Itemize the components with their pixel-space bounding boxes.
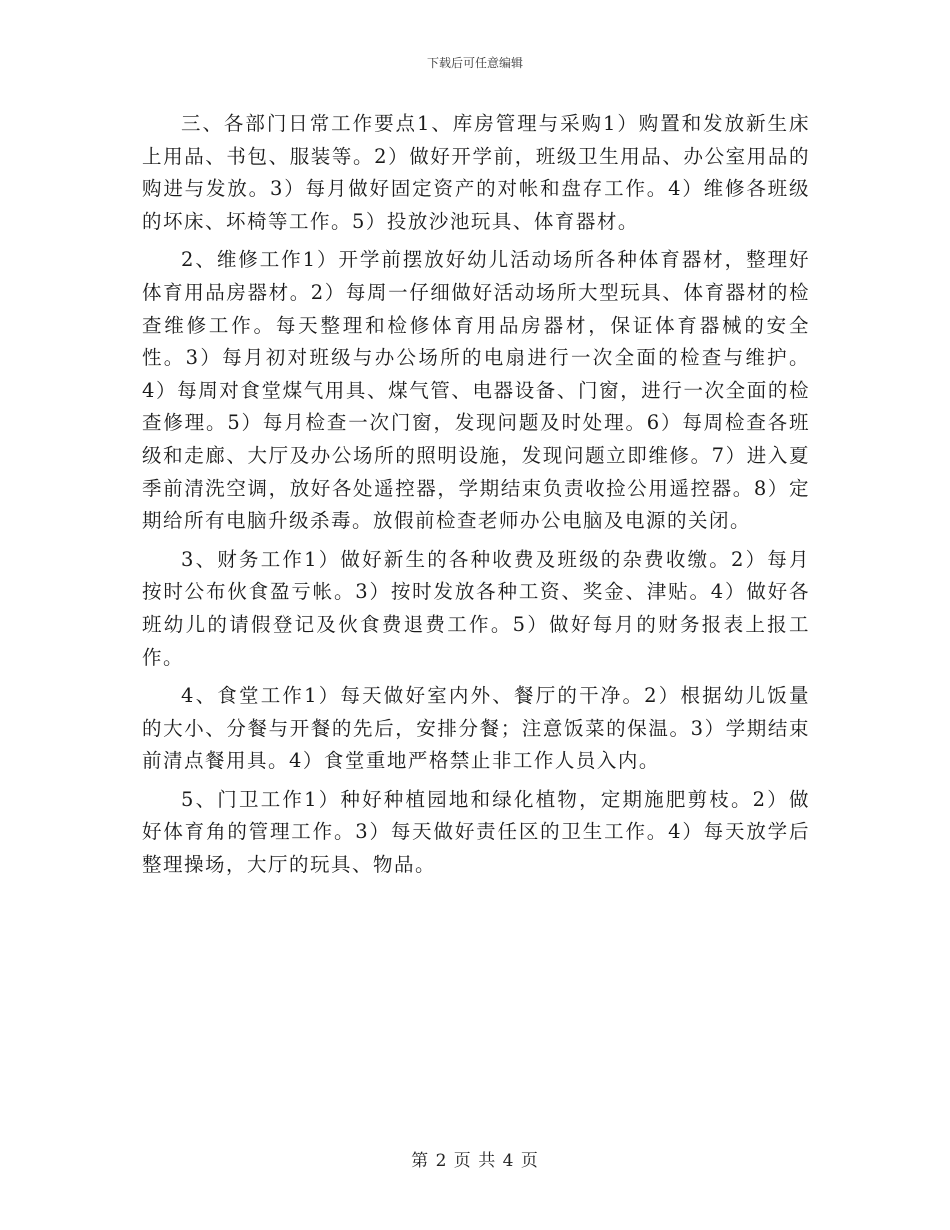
- paragraph-guard: 5、门卫工作1）种好种植园地和绿化植物，定期施肥剪枝。2）做好体育角的管理工作。3）每天做好责任区的卫生工作。4）每天放学后整理操场，大厅的玩具、物品。: [142, 787, 810, 877]
- paragraph-canteen: 4、食堂工作1）每天做好室内外、餐厅的干净。2）根据幼儿饭量的大小、分餐与开餐的先后，安排分餐；注意饭菜的保温。3）学期结束前清点餐用具。4）食堂重地严格禁止非工作人员入内。: [142, 684, 810, 773]
- document-body: [142, 108, 810, 888]
- header-note: 下载后可任意编辑: [426, 56, 523, 70]
- page-number: 第 2 页 共 4 页: [411, 1151, 539, 1171]
- paragraph-departments-storeroom: 三、各部门日常工作要点1、库房管理与采购1）购置和发放新生床上用品、书包、服装等。2）做好开学前，班级卫生用品、办公室用品的购进与发放。3）每月做好固定资产的对帐和盘存工作。4）维修各班级的坏床、坏椅等工作。5）投放沙池玩具、体育器材。: [142, 112, 810, 233]
- paragraph-maintenance: 2、维修工作1）开学前摆放好幼儿活动场所各种体育器材，整理好体育用品房器材。2）每周一仔细做好活动场所大型玩具、体育器材的检查维修工作。每天整理和检修体育用品房器材，保证体育器械的安全性。3）每月初对班级与办公场所的电扇进行一次全面的检查与维护。4）每周对食堂煤气用具、煤气管、电器设备、门窗，进行一次全面的检查修理。5）每月检查一次门窗，发现问题及时处理。6）每周检查各班级和走廊、大厅及办公场所的照明设施，发现问题立即维修。7）进入夏季前清洗空调，放好各处遥控器，学期结束负责收捡公用遥控器。8）定期给所有电脑升级杀毒。放假前检查老师办公电脑及电源的关闭。: [142, 248, 810, 533]
- paragraph-finance: 3、财务工作1）做好新生的各种收费及班级的杂费收缴。2）每月按时公布伙食盈亏帐。3）按时发放各种工资、奖金、津贴。4）做好各班幼儿的请假登记及伙食费退费工作。5）做好每月的财务报表上报工作。: [142, 547, 810, 669]
